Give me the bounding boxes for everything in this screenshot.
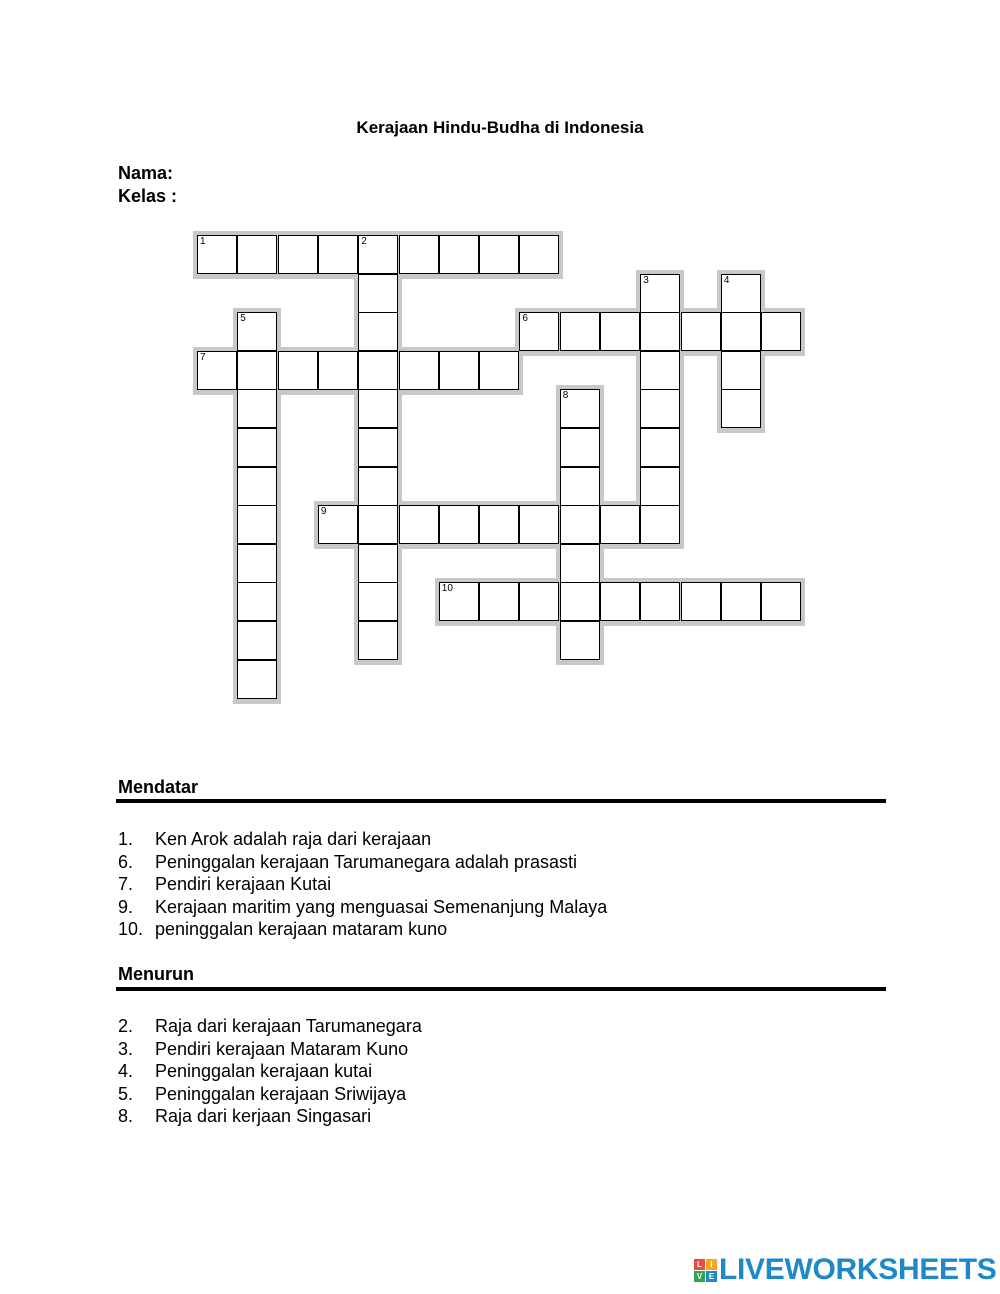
logo-text: LIVEWORKSHEETS (719, 1253, 997, 1286)
across-clue (118, 896, 607, 919)
crossword-cell[interactable] (560, 582, 600, 621)
clue-number: 9. (118, 896, 134, 917)
cell-number: 3 (643, 274, 649, 286)
crossword-cell[interactable] (560, 621, 600, 660)
down-clue (118, 1083, 422, 1106)
crossword-cell[interactable] (318, 505, 358, 544)
down-clue (118, 1015, 422, 1038)
down-clue (118, 1105, 422, 1128)
clue-text: Peninggalan kerajaan kutai (155, 1061, 373, 1082)
across-divider (116, 799, 886, 803)
crossword-cell[interactable] (640, 505, 680, 544)
clue-text: Pendiri kerajaan Kutai (155, 874, 332, 895)
class-label: Kelas : (118, 186, 178, 206)
clue-text: Peninggalan kerajaan Tarumanegara adalah prasasti (155, 851, 577, 872)
crossword-cell[interactable] (479, 505, 519, 544)
crossword-cell[interactable] (560, 312, 600, 351)
crossword-cell[interactable] (721, 389, 761, 428)
crossword-cell[interactable] (237, 621, 277, 660)
crossword-cell[interactable] (560, 389, 600, 428)
crossword-cell[interactable] (560, 428, 600, 467)
crossword-cell[interactable] (237, 312, 277, 351)
crossword-cell[interactable] (237, 544, 277, 583)
clue-number: 10. (118, 919, 144, 940)
crossword-cell[interactable] (640, 428, 680, 467)
crossword-cell[interactable] (237, 235, 277, 274)
down-clue-list (118, 1015, 422, 1128)
crossword-cell[interactable] (640, 274, 680, 313)
clue-text: Pendiri kerajaan Mataram Kuno (155, 1038, 409, 1059)
crossword-cell[interactable] (519, 582, 559, 621)
crossword-cell[interactable] (560, 467, 600, 506)
clue-text: Raja dari kerjaan Singasari (155, 1106, 372, 1127)
crossword-cell[interactable] (479, 582, 519, 621)
crossword-cell[interactable] (640, 467, 680, 506)
clue-text: Peninggalan kerajaan Sriwijaya (155, 1083, 407, 1104)
crossword-cell[interactable] (358, 428, 398, 467)
crossword-cell[interactable] (721, 274, 761, 313)
crossword-cell[interactable] (399, 505, 439, 544)
logo-icon-tile: E (706, 1271, 717, 1282)
cell-number: 9 (320, 506, 327, 518)
clue-text: Raja dari kerajaan Tarumanegara (155, 1016, 422, 1036)
down-clue (118, 1060, 422, 1083)
crossword-cell[interactable] (197, 351, 237, 390)
crossword-cell[interactable] (560, 544, 600, 583)
logo-icon-tile: V (694, 1271, 705, 1282)
across-heading: Mendatar (118, 777, 199, 797)
cell-number: 5 (240, 313, 246, 325)
clue-number: 4. (118, 1061, 134, 1082)
crossword-cell[interactable] (439, 582, 479, 621)
crossword-cell[interactable] (237, 351, 277, 390)
crossword-cell[interactable] (278, 351, 318, 390)
cell-number: 2 (361, 236, 367, 247)
clue-number: 8. (118, 1106, 134, 1127)
crossword-cell[interactable] (519, 312, 559, 351)
crossword-cell[interactable] (399, 235, 439, 274)
crossword-cell[interactable] (358, 505, 398, 544)
crossword-cell[interactable] (237, 389, 277, 428)
crossword-cell[interactable] (399, 351, 439, 390)
crossword-cell[interactable] (681, 582, 721, 621)
crossword-cell[interactable] (237, 582, 277, 621)
crossword-cell[interactable] (358, 582, 398, 621)
cell-number: 10 (441, 583, 453, 595)
crossword-cell[interactable] (358, 621, 398, 660)
crossword-cell[interactable] (318, 351, 358, 390)
crossword-cell[interactable] (237, 505, 277, 544)
down-divider (116, 987, 886, 991)
crossword-cell[interactable] (640, 312, 680, 351)
crossword-cell[interactable] (439, 235, 479, 274)
crossword-cell[interactable] (197, 235, 237, 274)
clue-text: Kerajaan maritim yang menguasai Semenanjung Malaya (155, 896, 608, 917)
crossword-cell[interactable] (318, 235, 358, 274)
crossword-cell[interactable] (640, 389, 680, 428)
clue-number: 3. (118, 1038, 134, 1059)
liveworksheets-icon (694, 1259, 717, 1282)
clue-number: 5. (118, 1083, 134, 1104)
clue-number: 6. (118, 851, 134, 872)
crossword-cell[interactable] (237, 428, 277, 467)
page-title: Kerajaan Hindu-Budha di Indonesia (356, 118, 644, 137)
crossword-cell[interactable] (761, 312, 801, 351)
crossword-cell[interactable] (358, 351, 398, 390)
crossword-cell[interactable] (358, 274, 398, 313)
crossword-cell[interactable] (681, 312, 721, 351)
crossword-cell[interactable] (640, 582, 680, 621)
across-clue (118, 851, 607, 874)
clue-text: Ken Arok adalah raja dari kerajaan (155, 829, 432, 849)
cell-number: 4 (723, 274, 730, 286)
across-clue (118, 918, 607, 941)
logo-icon-tile: L (694, 1259, 705, 1270)
crossword-cell[interactable] (721, 351, 761, 390)
across-clue-list (118, 828, 607, 941)
across-clue (118, 828, 607, 851)
crossword-cell[interactable] (600, 505, 640, 544)
crossword-cell[interactable] (519, 505, 559, 544)
crossword-cell[interactable] (479, 235, 519, 274)
clue-text: peninggalan kerajaan mataram kuno (155, 919, 448, 940)
crossword-cell[interactable] (761, 582, 801, 621)
crossword-cell[interactable] (560, 505, 600, 544)
clue-number: 1. (118, 829, 134, 849)
cell-number: 1 (200, 236, 206, 247)
crossword-cell[interactable] (358, 389, 398, 428)
logo-icon-tile: I (706, 1259, 717, 1270)
down-clue (118, 1038, 422, 1061)
cell-number: 8 (562, 390, 569, 402)
crossword-cell[interactable] (519, 235, 559, 274)
crossword-cell[interactable] (721, 312, 761, 351)
cell-number: 6 (522, 313, 528, 325)
crossword-cell[interactable] (237, 467, 277, 506)
crossword-cell[interactable] (600, 582, 640, 621)
crossword-cell[interactable] (358, 235, 398, 274)
crossword-cell[interactable] (439, 351, 479, 390)
crossword-cell[interactable] (640, 351, 680, 390)
name-label: Nama: (118, 163, 174, 183)
crossword-cell[interactable] (358, 467, 398, 506)
down-heading: Menurun (118, 964, 194, 984)
crossword-cell[interactable] (358, 544, 398, 583)
crossword-cell[interactable] (237, 660, 277, 699)
crossword-cell[interactable] (439, 505, 479, 544)
crossword-cell[interactable] (479, 351, 519, 390)
across-clue (118, 873, 607, 896)
clue-number: 7. (118, 874, 134, 895)
cell-number: 7 (200, 351, 206, 363)
crossword-cell[interactable] (721, 582, 761, 621)
liveworksheets-logo (694, 1254, 997, 1286)
crossword-cell[interactable] (358, 312, 398, 351)
clue-number: 2. (118, 1016, 134, 1036)
crossword-cell[interactable] (278, 235, 318, 274)
crossword-cell[interactable] (600, 312, 640, 351)
